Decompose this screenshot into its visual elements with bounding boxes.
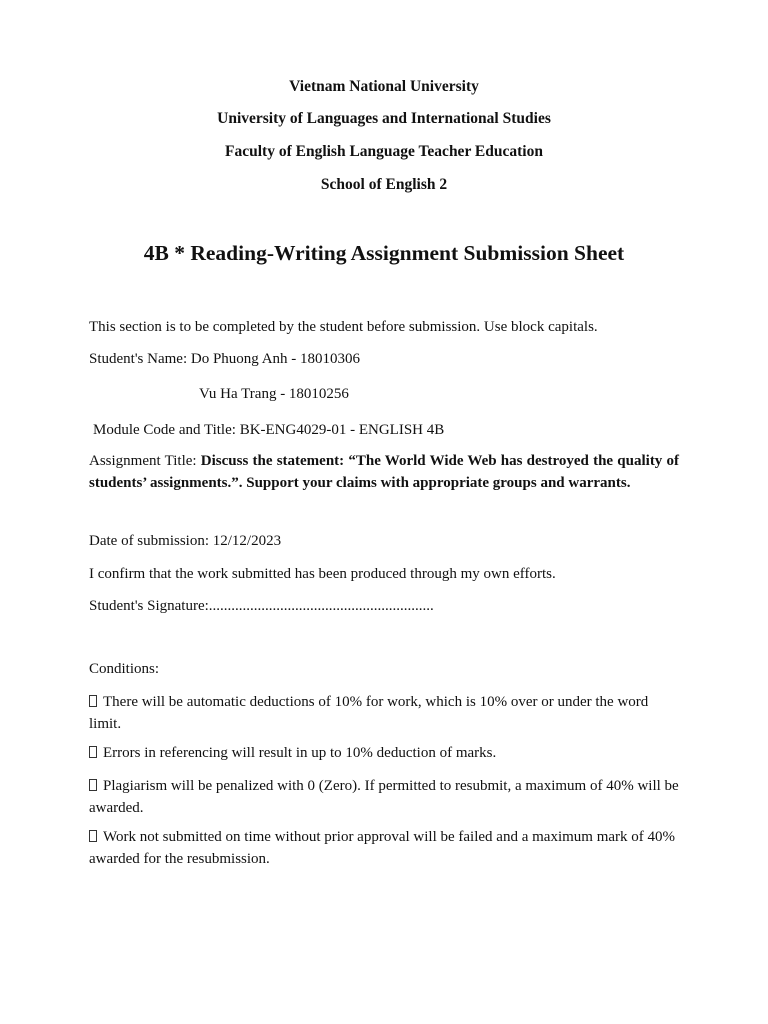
conditions-heading: Conditions:	[89, 661, 160, 677]
header-division: School of English 2	[320, 176, 448, 193]
missing-glyph-box-icon	[89, 695, 97, 707]
header-faculty: Faculty of English Language Teacher Education	[225, 143, 543, 160]
missing-glyph-box-icon	[89, 830, 97, 842]
student-name-label: Student's Name:	[89, 351, 191, 367]
submission-date-value: 12/12/2023	[212, 533, 282, 549]
signature-label: Student's Signature:	[89, 598, 209, 614]
submission-date-label: Date of submission:	[89, 533, 213, 549]
header-school: University of Languages and International Studies	[217, 110, 551, 127]
assignment-value: Discuss the statement: “The World Wide Web has destroyed the quality of students’ assignments.”. Support your claims with appropriate groups and warrants.	[89, 453, 680, 491]
module-row	[93, 420, 444, 440]
signature-row	[89, 596, 434, 616]
header-university: Vietnam National University	[289, 78, 479, 95]
student-name-2: Vu Ha Trang - 18010256	[199, 386, 349, 402]
student-name-1: Do Phuong Anh - 18010306	[190, 351, 361, 367]
condition-text: Plagiarism will be penalized with 0 (Zero). If permitted to resubmit, a maximum of 40% will be awarded.	[89, 778, 679, 816]
condition-item	[89, 743, 679, 765]
condition-item	[89, 776, 679, 819]
student-name-row	[89, 349, 360, 369]
module-label: Module Code and Title:	[93, 422, 240, 438]
condition-item	[89, 827, 679, 870]
assignment-label: Assignment Title:	[89, 453, 201, 469]
submission-date-row	[89, 531, 281, 551]
missing-glyph-box-icon	[89, 746, 97, 758]
condition-item	[89, 692, 679, 735]
module-value: BK-ENG4029-01 - ENGLISH 4B	[239, 422, 445, 438]
condition-text: There will be automatic deductions of 10% for work, which is 10% over or under the word limit.	[89, 694, 649, 732]
assignment-title-block	[89, 451, 679, 494]
intro-text: This section is to be completed by the student before submission. Use block capitals.	[89, 319, 598, 335]
condition-text: Work not submitted on time without prior approval will be failed and a maximum mark of 40% awarded for the resubmission.	[89, 829, 676, 867]
signature-line: ............................................................	[208, 598, 434, 614]
page-title: 4B * Reading-Writing Assignment Submission Sheet	[143, 241, 625, 265]
missing-glyph-box-icon	[89, 779, 97, 791]
condition-text: Errors in referencing will result in up to 10% deduction of marks.	[103, 745, 497, 761]
confirmation-text: I confirm that the work submitted has been produced through my own efforts.	[89, 566, 556, 582]
